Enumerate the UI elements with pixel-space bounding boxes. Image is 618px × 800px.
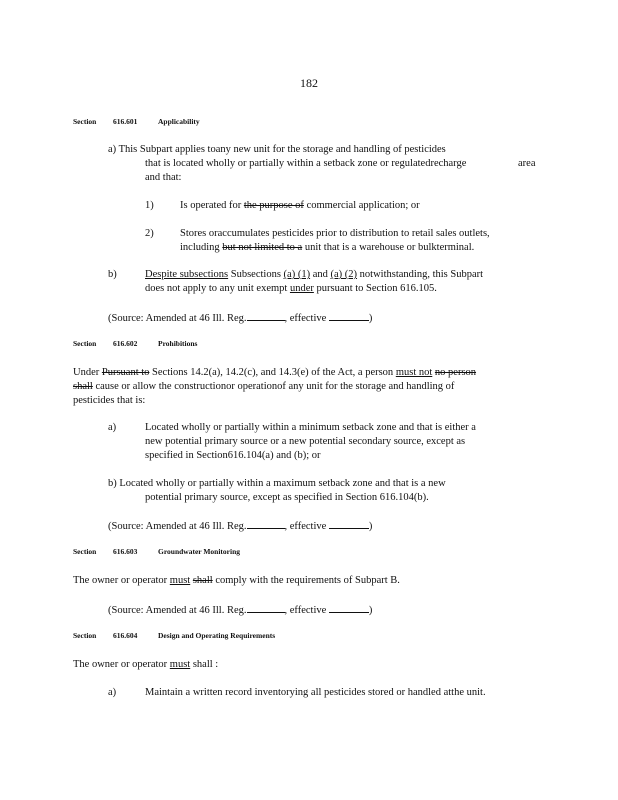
source-note [108, 518, 372, 534]
paragraph-line: potential primary source, except as specified in Section 616.104(b). [145, 492, 429, 503]
section-label: Section [73, 339, 97, 348]
section-label: Section [73, 547, 97, 556]
text: ) [368, 313, 373, 324]
paragraph-line: pesticides that is: [73, 395, 146, 406]
paragraph-line [73, 380, 454, 394]
paragraph-line: and that: [145, 172, 182, 183]
paragraph-line: Located wholly or partially within a minimum setback zone and that is either a [145, 422, 476, 433]
text: ) [368, 521, 373, 532]
section-number: 616.601 [113, 117, 138, 126]
paragraph-line: specified in Section616.104(a) and (b); or [145, 450, 321, 461]
text: commercial application; or [303, 200, 420, 211]
text: including [180, 242, 223, 253]
text: does not apply to any unit exempt [145, 283, 290, 294]
text: (Source: Amended at 46 Ill. Reg. [108, 313, 247, 324]
paragraph-line: b) Located wholly or partially within a maximum setback zone and that is a new [108, 478, 446, 489]
text: cause or allow the constructionor operationof any unit for the storage and handling of [92, 381, 455, 392]
paragraph-line [73, 366, 476, 380]
paragraph-line [518, 157, 535, 171]
section-number: 616.602 [113, 339, 138, 348]
text: Is operated for [180, 200, 244, 211]
paragraph-line [180, 241, 474, 255]
deleted-text: shall [73, 381, 93, 392]
paragraph-line: Stores oraccumulates pesticides prior to distribution to retail sales outlets, [180, 228, 490, 239]
paragraph-line [73, 574, 400, 588]
text: (Source: Amended at 46 Ill. Reg. [108, 521, 247, 532]
deleted-text: but not limited to a [222, 242, 303, 253]
text: Subsections [228, 269, 284, 280]
deleted-text: the purpose of [243, 200, 304, 211]
text: a) This Subpart applies toany new unit for the storage and handling of pesticides [108, 144, 446, 155]
section-heading-616-601 [73, 117, 200, 126]
list-marker: a) [108, 422, 117, 433]
list-marker: b) [108, 269, 117, 280]
paragraph-line [108, 143, 446, 157]
text: comply with the requirements of Subpart B. [212, 575, 400, 586]
deleted-text: no person [434, 367, 477, 378]
paragraph-line: Maintain a written record inventorying all pesticides stored or handled atthe unit. [145, 687, 486, 698]
page-number: 182 [300, 76, 318, 90]
section-title: Applicability [158, 117, 200, 126]
text: The owner or operator [73, 575, 170, 586]
blank-line [329, 602, 369, 613]
text: Sections 14.2(a), 14.2(c), and 14.3(e) of the Act, a person [149, 367, 396, 378]
section-heading-616-604 [73, 631, 275, 640]
text: ) [368, 605, 373, 616]
inserted-text: (a) (1) [283, 269, 311, 280]
text: The owner or operator [73, 659, 170, 670]
paragraph-line [180, 199, 420, 213]
section-heading-616-603 [73, 547, 240, 556]
text: unit that is a warehouse or bulkterminal. [302, 242, 475, 253]
inserted-text: must [169, 659, 191, 670]
text: (Source: Amended at 46 Ill. Reg. [108, 605, 247, 616]
text: area [518, 158, 536, 169]
section-title: Design and Operating Requirements [158, 631, 276, 640]
paragraph-line [145, 282, 437, 296]
list-marker: 2) [145, 228, 154, 239]
blank-line [247, 310, 285, 321]
section-number: 616.603 [113, 547, 138, 556]
inserted-text: must [169, 575, 191, 586]
section-label: Section [73, 631, 97, 640]
inserted-text: Despite subsections [145, 269, 229, 280]
section-heading-616-602 [73, 339, 197, 348]
source-note [108, 310, 372, 326]
deleted-text: shall [192, 575, 213, 586]
paragraph-line [145, 268, 483, 282]
blank-line [329, 518, 369, 529]
section-title: Groundwater Monitoring [158, 547, 241, 556]
blank-line [247, 518, 285, 529]
section-label: Section [73, 117, 97, 126]
inserted-text: under [289, 283, 314, 294]
list-marker: a) [108, 687, 117, 698]
inserted-text: (a) (2) [330, 269, 358, 280]
text: shall : [190, 659, 219, 670]
list-marker: 1) [145, 200, 154, 211]
blank-line [329, 310, 369, 321]
section-title: Prohibitions [158, 339, 198, 348]
source-note [108, 602, 372, 618]
text: that is located wholly or partially within a setback zone or regulatedrecharge [145, 158, 467, 169]
text: , effective [284, 313, 327, 324]
blank-line [247, 602, 285, 613]
text: Under [73, 367, 102, 378]
inserted-text: must not [395, 367, 433, 378]
text: notwithstanding, this Subpart [357, 269, 484, 280]
paragraph-line: new potential primary source or a new potential secondary source, except as [145, 436, 466, 447]
text: , effective [284, 605, 327, 616]
text: and [310, 269, 331, 280]
deleted-text: Pursuant to [101, 367, 150, 378]
paragraph-line [145, 157, 466, 171]
section-number: 616.604 [113, 631, 138, 640]
paragraph-line [73, 658, 218, 672]
text: , effective [284, 521, 327, 532]
text: pursuant to Section 616.105. [313, 283, 437, 294]
